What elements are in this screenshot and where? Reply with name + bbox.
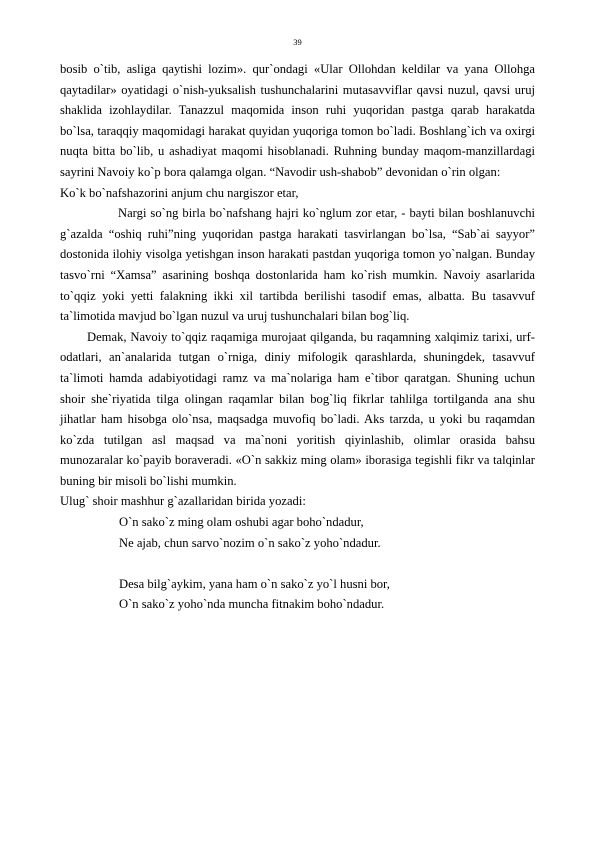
page-number: 39 xyxy=(293,37,302,47)
paragraph-2: Ko`k bo`nafshazorini anjum chu nargiszor etar, xyxy=(60,185,299,200)
verse-line-2: Ne ajab, chun sarvo`nozim o`n sako`z yoho`ndadur. xyxy=(119,535,381,550)
verse-line-4: O`n sako`z yoho`nda muncha fitnakim boho`ndadur. xyxy=(119,597,385,612)
paragraph-4: Demak, Navoiy to`qqiz raqamiga murojaat qilganda, bu raqamning xalqimiz tarixi, urf-odatlari, an`analarida tutgan o`rniga, diniy mifologik qarashlarda, shuningdek, tasavvuf ta`limoti hamda adabiyotidagi ramz va ma`nolariga ham e`tibor qaratgan. Shuning uchun shoir she`riyatida tilga olingan raqamlar bilan bog`liq fikrlar tahlilga tortilganda ana shu jihatlar ham hisobga olo`nsa, maqsadga muvofiq bo`ladi. Aks tarzda, u yoki bu raqamdan ko`zda tutilgan asl maqsad va ma`noni yoritish qiyinlashib, olimlar orasida bahsu munozaralar ko`payib boraveradi. «O`n sakkiz ming olam» iborasiga tegishli fikr va talqinlar buning bir misoli bo`lishi mumkin. xyxy=(60,329,535,488)
paragraph-5: Ulug` shoir mashhur g`azallaridan birida yozadi: xyxy=(60,494,306,509)
document-body xyxy=(60,59,535,615)
stanza-gap xyxy=(60,553,535,574)
paragraph-3: Nargi so`ng birla bo`nafshang hajri ko`nglum zor etar, - bayti bilan boshlanuvchi g`azalda “oshiq ruhi”ning yuqoridan pastga harakati tasvirlangan bo`lsa, “Sab`ai sayyor” dostonida ilohiy visolga yetishgan inson harakati pastdan yuqoriga tomon yo`nalgan. Bunday tasvo`rni “Xamsa” asarining boshqa dostonlarida ham ko`rish mumkin. Navoiy asarlarida to`qqiz yoki yetti falakning ikki xil tartibda berilishi tasodif emas, albatta. Bu tasavvuf ta`limotida mavjud bo`lgan nuzul va uruj tushunchalari bilan bog`liq. xyxy=(60,206,535,324)
paragraph-1: bosib o`tib, asliga qaytishi lozim». qur`ondagi «Ular Ollohdan keldilar va yana Ollohga qaytadilar» oyatidagi o`nish-yuksalish tushunchalarini mutasavviflar qavsi nuzul, qavsi uruj shaklida izohlaydilar. Tanazzul maqomida inson ruhi yuqoridan pastga qarab harakatda bo`lsa, taraqqiy maqomidagi harakat quyidan yuqoriga tomon bo`ladi. Boshlang`ich va oxirgi nuqta bitta bo`lib, u ashadiyat maqomi hisoblanadi. Ruhning bunday maqom-manzillardagi sayrini Navoiy ko`p bora qalamga olgan. “Navodir ush-shabob” devonidan o`rin olgan: xyxy=(60,62,535,179)
verse-line-1: O`n sako`z ming olam oshubi agar boho`ndadur, xyxy=(119,515,364,530)
verse-line-3: Desa bilg`aykim, yana ham o`n sako`z yo`l husni bor, xyxy=(119,576,390,591)
